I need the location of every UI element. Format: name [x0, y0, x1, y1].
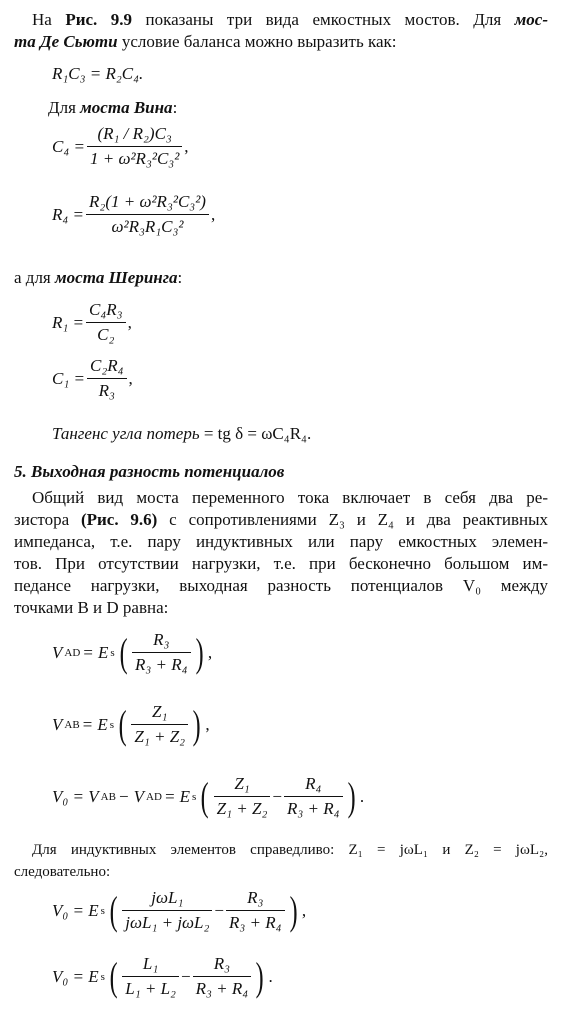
equation-c1: C₁ = $\frac{\text{C₂R₄}}{\text{R₃}}$ , — [52, 356, 133, 400]
equation-r1: R₁ = $\frac{\text{C₄R₃}}{\text{C₂}}$ , — [52, 300, 132, 344]
equation-de-sauty: R₁C₃ = R₂C₄. — [52, 64, 144, 83]
equation-v0-inductive: V₀ = E s ( $\frac{\text{jωL₁}}{\text{jωL₁ + jωL₂}}$ − $\frac{\text{R₃}}{\text{R₃ + R₄}}$ ) , — [52, 887, 307, 933]
term: мос- — [514, 10, 548, 29]
text: показаны три вида емкостных мостов. Для — [132, 10, 515, 29]
paragraph-line: зистора (Рис. 9.6) с сопротивлениями Z₃ и Z₄ и два реактивных — [14, 510, 548, 529]
equation-v0: V₀ = V AB − V AD = E s ( $\frac{\text{Z₁}}{\text{Z₁ + Z₂}}$ − $\frac{\text{R₄}}{\text{R₃ + R₄}}$ ) . — [52, 773, 365, 819]
figure-ref: Рис. 9.9 — [65, 10, 133, 29]
term: моста Вина — [80, 98, 173, 117]
fraction: $\frac{\text{R₃}}{\text{R₃ + R₄}}$ — [132, 630, 191, 675]
fraction: $\frac{\text{jωL₁}}{\text{jωL₁ + jωL₂}}$ — [122, 888, 212, 933]
fraction: $\frac{\text{R₂(1 + ω²R₃²C₃²)}}{\text{ω²R₃R₁C₃²}}$ — [86, 192, 209, 237]
text: условие баланса можно выразить как: — [117, 32, 397, 51]
paragraph-line — [14, 32, 562, 52]
fraction: $\frac{\text{R₄}}{\text{R₃ + R₄}}$ — [284, 774, 343, 819]
paragraph-line: импеданса, т.е. пару индуктивных или пару емкостных элемен- — [14, 532, 548, 551]
wien-intro: Для моста Вина: — [48, 98, 178, 117]
loss-tangent: Тангенс угла потерь = tg δ = ωC₄R₄. — [52, 424, 312, 443]
equation-vad: V AD = E s ( $\frac{\text{R₃}}{\text{R₃ + R₄}}$ ) , — [52, 629, 213, 675]
equation-vab: V AB = E s ( $\frac{\text{Z₁}}{\text{Z₁ + Z₂}}$ ) , — [52, 701, 210, 747]
fraction: $\frac{\text{C₂R₄}}{\text{R₃}}$ — [87, 356, 127, 401]
equation-v0-simplified: V₀ = E s ( $\frac{\text{L₁}}{\text{L₁ + L₂}}$ − $\frac{\text{R₃}}{\text{R₃ + R₄}}$ ) . — [52, 953, 273, 999]
term: моста Шеринга — [55, 268, 178, 287]
text: На — [32, 10, 66, 29]
paragraph-line — [0, 10, 548, 30]
fraction: $\frac{\text{R₃}}{\text{R₃ + R₄}}$ — [226, 888, 285, 933]
equation-c4: C₄ = $\frac{\text{(R₁ / R₂)C₃}}{\text{1 + ω²R₃²C₃²}}$ , — [52, 124, 189, 168]
schering-intro: а для моста Шеринга: — [14, 268, 183, 287]
fraction: $\frac{\text{Z₁}}{\text{Z₁ + Z₂}}$ — [131, 702, 188, 747]
equation-r4: R₄ = $\frac{\text{R₂(1 + ω²R₃²C₃²)}}{\text{ω²R₃R₁C₃²}}$ , — [52, 192, 216, 236]
paragraph-line: следовательно: — [14, 864, 111, 880]
figure-ref: (Рис. 9.6) — [80, 510, 158, 529]
paragraph-line: тов. При отсутствии нагрузки, т.е. при бесконечно большом им- — [14, 554, 548, 573]
term: та Де Сьюти — [14, 32, 118, 51]
paragraph-line: Общий вид моста переменного тока включает в себя два ре- — [32, 488, 548, 507]
fraction: $\frac{\text{R₃}}{\text{R₃ + R₄}}$ — [193, 954, 252, 999]
fraction: $\frac{\text{C₄R₃}}{\text{C₂}}$ — [86, 300, 126, 345]
fraction: $\frac{\text{L₁}}{\text{L₁ + L₂}}$ — [122, 954, 179, 999]
paragraph-line: Для индуктивных элементов справедливо: Z₁ = jωL₁ и Z₂ = jωL₂, — [32, 842, 548, 858]
section-title: 5. Выходная разность потенциалов — [14, 462, 285, 481]
paragraph-line: точками B и D равна: — [14, 598, 169, 617]
fraction: $\frac{\text{(R₁ / R₂)C₃}}{\text{1 + ω²R₃²C₃²}}$ — [87, 124, 182, 169]
paragraph-line: педансе нагрузки, выходная разность потенциалов V₀ между — [14, 576, 548, 595]
fraction: $\frac{\text{Z₁}}{\text{Z₁ + Z₂}}$ — [214, 774, 271, 819]
